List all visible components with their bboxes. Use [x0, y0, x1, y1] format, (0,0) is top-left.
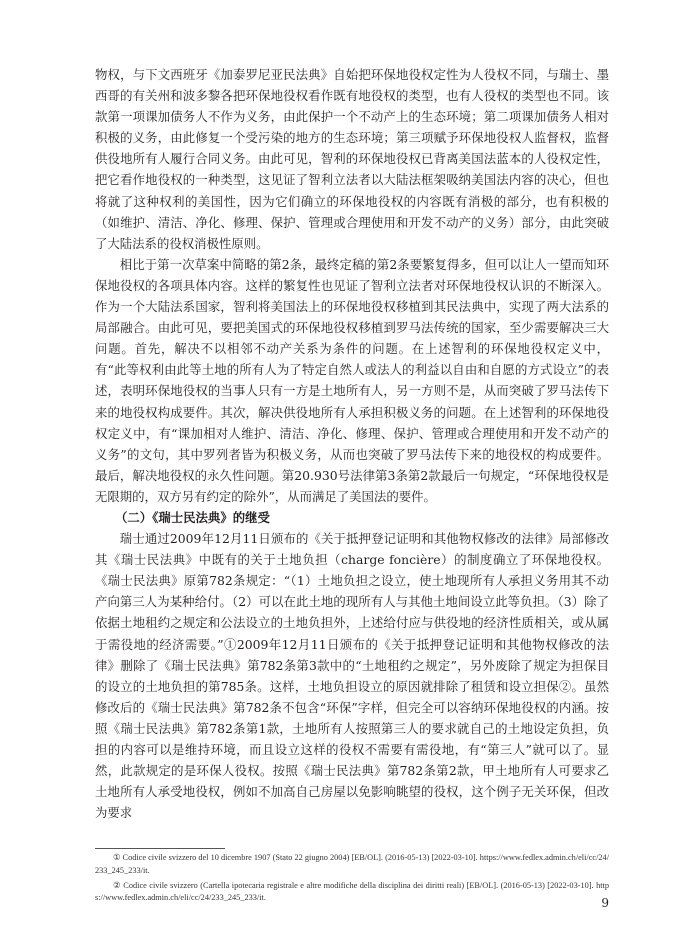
body-text	[95, 64, 609, 823]
paragraph-swiss-reception: 瑞士通过2009年12月11日颁布的《关于抵押登记证明和其他物权修改的法律》局部修改其《瑞士民法典》中既有的关于土地负担（charge foncière）的制度确立了环保地役权。《瑞士民法典》原第782条规定：“（1）土地负担之设立，使土地现所有人承担义务用其不动产向第三人为某种给付。（2）可以在此土地的现所有人与其他土地间设立此等负担。（3）除了依据土地租约之规定和公法设立的土地负担外，上述给付应与供役地的经济性质相关，或从属于需役地的经济需要。”①2009年12月11日颁布的《关于抵押登记证明和其他物权修改的法律》删除了《瑞士民法典》第782条第3款中的“土地租约之规定”，另外废除了规定为担保目的设立的土地负担的第785条。这样，土地负担设立的原因就排除了租赁和设立担保②。虽然修改后的《瑞士民法典》第782条不包含“环保”字样，但完全可以容纳环保地役权的内涵。按照《瑞士民法典》第782条第1款，土地所有人按照第三人的要求就自己的土地设定负担，负担的内容可以是维持环境，而且设立这样的役权不需要有需役地，有“第三人”就可以了。显然，此款规定的是环保人役权。按照《瑞士民法典》第782条第2款，甲土地所有人可要求乙土地所有人承受地役权，例如不加高自己房屋以免影响眺望的役权，这个例子无关环保，但改为要求	[95, 531, 609, 821]
footnote-1: ① Codice civile svizzero del 10 dicembre 1907 (Stato 22 giugno 2004) [EB/OL]. (2016-05-13) [2022-03-10]. https://www.fedlex.admin.ch/eli/cc/24/233_245_233/it.	[95, 853, 609, 875]
section-heading: （二）《瑞士民法典》的继受	[115, 509, 270, 525]
paragraph-chile-comparison: 相比于第一次草案中简略的第2条，最终定稿的第2条要繁复得多，但可以让人一望而知环保地役权的各项具体内容。这样的繁复性也见证了智利立法者对环保地役权认识的不断深入。作为一个大陆法系国家，智利将美国法上的环保地役权移植到其民法典中，实现了两大法系的局部融合。由此可见，要把美国式的环保地役权移植到罗马法传统的国家，至少需要解决三大问题。首先，解决不以相邻不动产关系为条件的问题。在上述智利的环保地役权定义中，有“此等权利由此等土地的所有人为了特定自然人或法人的利益以自由和自愿的方式设立”的表述，表明环保地役权的当事人只有一方是土地所有人，另一方则不是，从而突破了罗马法传下来的地役权构成要件。其次，解决供役地所有人承担积极义务的问题。在上述智利的环保地役权定义中，有“课加相对人维护、清洁、净化、修理、保护、管理或合理使用和开发不动产的义务”的文句，其中罗列者皆为积极义务，从而也突破了罗马法传下来的地役权的构成要件。最后，解决地役权的永久性问题。第20.930号法律第3条第2款最后一句规定，“环保地役权是无限期的，双方另有约定的除外”，从而满足了美国法的要件。	[95, 256, 609, 504]
footnotes	[95, 852, 609, 907]
footnote-2: ② Codice civile svizzero (Cartella ipotecaria registrale e altre modifiche della disciplina dei diritti reali) [EB/OL]. (2016-05-13) [2022-03-10]. https://www.fedlex.admin.ch/eli/cc/24/233_245_233/it.	[95, 880, 609, 903]
footnote-divider	[95, 848, 225, 849]
paragraph-chile-continued: 物权，与下文西班牙《加泰罗尼亚民法典》自始把环保地役权定性为人役权不同，与瑞士、墨西哥的有关州和波多黎各把环保地役权看作既有地役权的类型，也有人役权的类型也不同。该款第一项课加债务人不作为义务，由此保护一个不动产上的生态环境；第二项课加债务人相对积极的义务，由此修复一个受污染的地方的生态环境；第三项赋予环保地役权人监督权，监督供役地所有人履行合同义务。由此可见，智利的环保地役权已背离美国法蓝本的人役权定性，把它看作地役权的一种类型，这见证了智利立法者以大陆法框架吸纳美国法内容的决心，但也将就了这种权利的美国性，因为它们确立的环保地役权的内容既有消极的部分，也有积极的（如维护、清洁、净化、修理、保护、管理或合理使用和开发不动产的义务）部分，由此突破了大陆法系的役权消极性原则。	[95, 67, 609, 251]
page-number: 9	[601, 896, 609, 910]
